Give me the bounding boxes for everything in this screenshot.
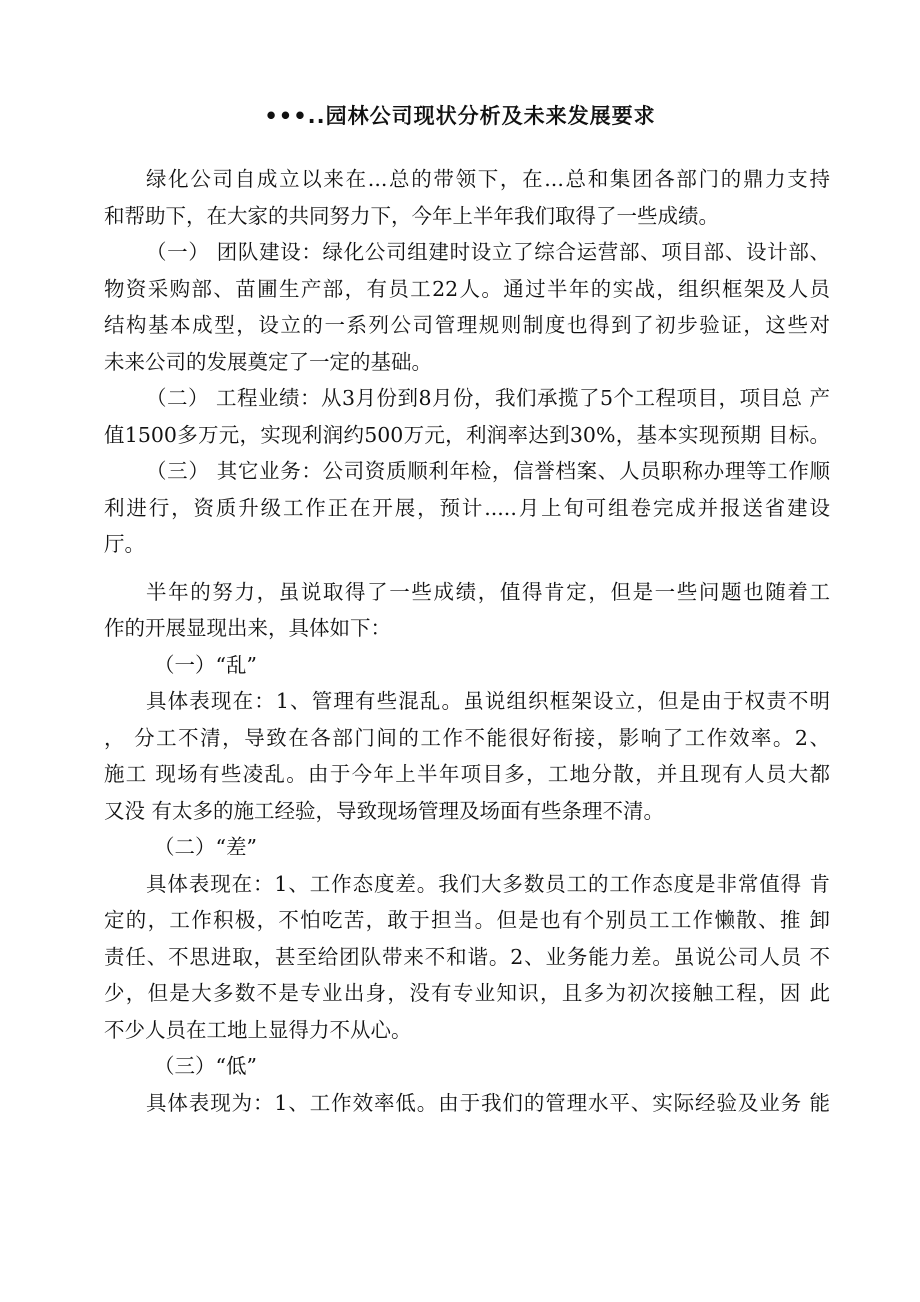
text-line: 和帮助下，在大家的共同努力下，今年上半年我们取得了一些成绩。 [104, 203, 719, 228]
section-heading: （三）“低” [154, 1054, 257, 1078]
paragraph-other [104, 453, 830, 563]
section-heading-poor [104, 829, 830, 866]
text-line: ， 分工不清，导致在各部门间的工作不能很好衔接，影响了工作效率。2、 [104, 725, 830, 750]
text-line: 具体表现为：1、工作效率低。由于我们的管理水平、实际经验及业务 能 [146, 1090, 830, 1115]
paragraph-intro [104, 161, 830, 234]
text-line: 作的开展显现出来，具体如下： [104, 616, 391, 640]
text-line: 具体表现在：1、管理有些混乱。虽说组织框架设立，但是由于权责不明 [146, 689, 830, 713]
text-line: 施工 现场有些凌乱。由于今年上半年项目多，工地分散，并且现有人员大都 [104, 762, 830, 786]
text-line: 未来公司的发展奠定了一定的基础。 [104, 349, 432, 374]
section-heading-low [104, 1048, 830, 1085]
text-line: 定的，工作积极，不怕吃苦，敢于担当。但是也有个别员工工作懒散、推 卸 [104, 908, 830, 932]
paragraph-engineering [104, 380, 830, 453]
paragraph-team [104, 234, 830, 380]
paragraph-problems [104, 574, 830, 647]
text-line: 不少人员在工地上显得力不从心。 [104, 1017, 412, 1042]
text-line: 利进行，资质升级工作正在开展，预计.....月上旬可组卷完成并报送省建设 [104, 495, 830, 520]
text-line: （一） 团队建设：绿化公司组建时设立了综合运营部、项目部、设计部、 [146, 240, 830, 264]
section-heading-chaos [104, 647, 830, 684]
text-line: （三） 其它业务：公司资质顺利年检，信誉档案、人员职称办理等工作顺 [146, 459, 830, 483]
text-line: 结构基本成型，设立的一系列公司管理规则制度也得到了初步验证，这些对 [104, 313, 830, 337]
text-line: 厅。 [104, 532, 145, 556]
text-line: 少，但是大多数不是专业出身，没有专业知识，且多为初次接触工程，因 此 [104, 981, 830, 1005]
text-line: （二） 工程业绩：从3月份到8月份，我们承揽了5个工程项目，项目总 产 [146, 386, 830, 410]
section-heading: （二）“差” [154, 835, 257, 859]
text-line: 半年的努力，虽说取得了一些成绩，值得肯定，但是一些问题也随着工 [146, 579, 830, 604]
text-line: 具体表现在：1、工作态度差。我们大多数员工的工作态度是非常值得 肯 [146, 871, 830, 896]
text-line: 又没 有太多的施工经验，导致现场管理及场面有些条理不清。 [104, 798, 665, 823]
paragraph-poor-body [104, 866, 830, 1049]
paragraph-chaos-body [104, 683, 830, 829]
paragraph-gap [104, 563, 830, 574]
text-line: 值1500多万元，实现利润约500万元，利润率达到30%，基本实现预期 目标。 [104, 422, 830, 447]
text-line: 物资采购部、苗圃生产部，有员工22人。通过半年的实战，组织框架及人员 [104, 276, 830, 301]
document-title: •••..园林公司现状分析及未来发展要求 [264, 104, 656, 128]
paragraph-low-body [104, 1085, 830, 1122]
text-line: 责任、不思进取，甚至给团队带来不和谐。2、业务能力差。虽说公司人员 不 [104, 944, 830, 969]
section-heading: （一）“乱” [154, 652, 257, 677]
text-line: 绿化公司自成立以来在...总的带领下，在...总和集团各部门的鼎力支持 [146, 167, 830, 191]
document-body [104, 161, 830, 1121]
